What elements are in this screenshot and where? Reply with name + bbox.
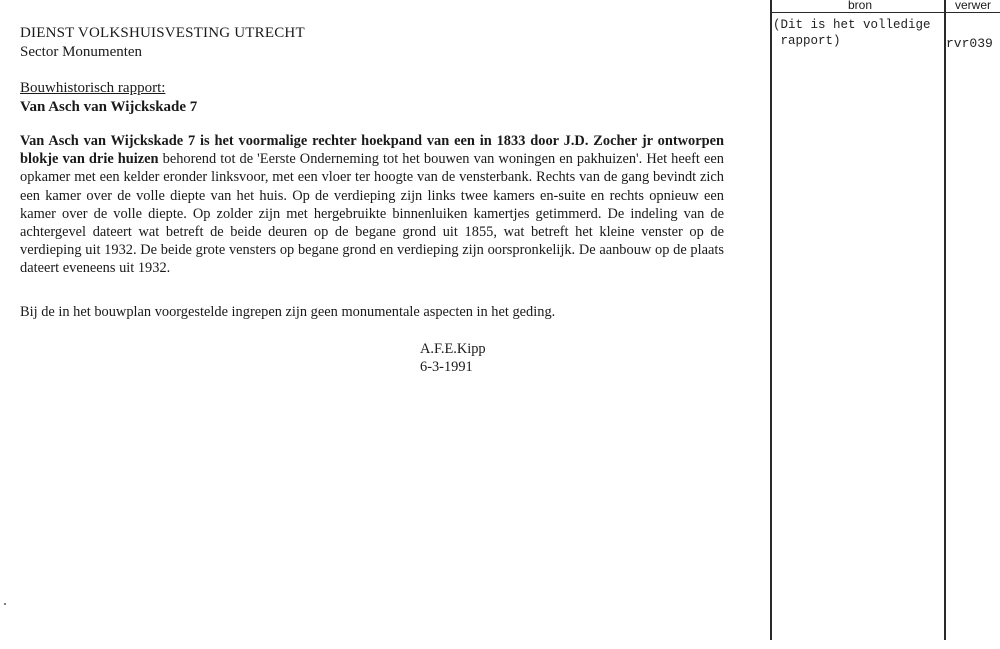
body-text: behorend tot de 'Eerste Onderneming tot het bouwen van woningen en pakhuizen'. Het heeft een opkamer met een kelder eronder linksvoor, met een vloer ter hoogte van de vensterbank. Rechts van de gang bevindt zich een kamer over de volle diepte van het huis. Op de verdieping zijn links twee kamers en-suite en rechts opnieuw een kamer over de volle diepte. Op zolder zijn met hergebruikte binnenluiken kamertjes getimmerd. De indeling van de achtergevel dateert wat betreft de beide deuren op de begane grond uit 1855, wat betreft het kleine venster op de verdieping uit 1932. De beide grote vensters op begane grond en verdieping zijn oorspronkelijk. De aanbouw op de plaats dateert eveneens uit 1932. [20, 151, 724, 277]
report-heading [20, 79, 197, 117]
signature-date: 6-3-1991 [420, 359, 473, 375]
column-divider-bron [770, 0, 772, 640]
report-address: Van Asch van Wijckskade 7 [20, 99, 198, 115]
scan-speck [4, 603, 6, 605]
signature-author: A.F.E.Kipp [420, 341, 486, 357]
column-header-rule [770, 12, 1000, 13]
verwer-column-header: verwer [954, 0, 991, 12]
verwer-code: rvr039 [946, 36, 993, 51]
letterhead [20, 24, 305, 62]
report-conclusion: Bij de in het bouwplan voorgestelde ingrepen zijn geen monumentale aspecten in het geding. [20, 304, 556, 320]
signature-block [420, 340, 486, 376]
organization-name: DIENST VOLKSHUISVESTING UTRECHT [20, 25, 305, 41]
report-body [20, 132, 724, 278]
body-intro-bold: Van Asch van Wijckskade 7 is het voormalige rechter hoekpand van een in 1833 door J.D. Zocher jr ontworpen blokje van drie huizen [20, 133, 724, 168]
column-divider-verwer [944, 0, 946, 640]
bron-column-header: bron [847, 0, 873, 12]
sector-name: Sector Monumenten [20, 44, 143, 60]
bron-note: (Dit is het volledige rapport) [773, 18, 931, 48]
report-label: Bouwhistorisch rapport: [20, 80, 166, 96]
